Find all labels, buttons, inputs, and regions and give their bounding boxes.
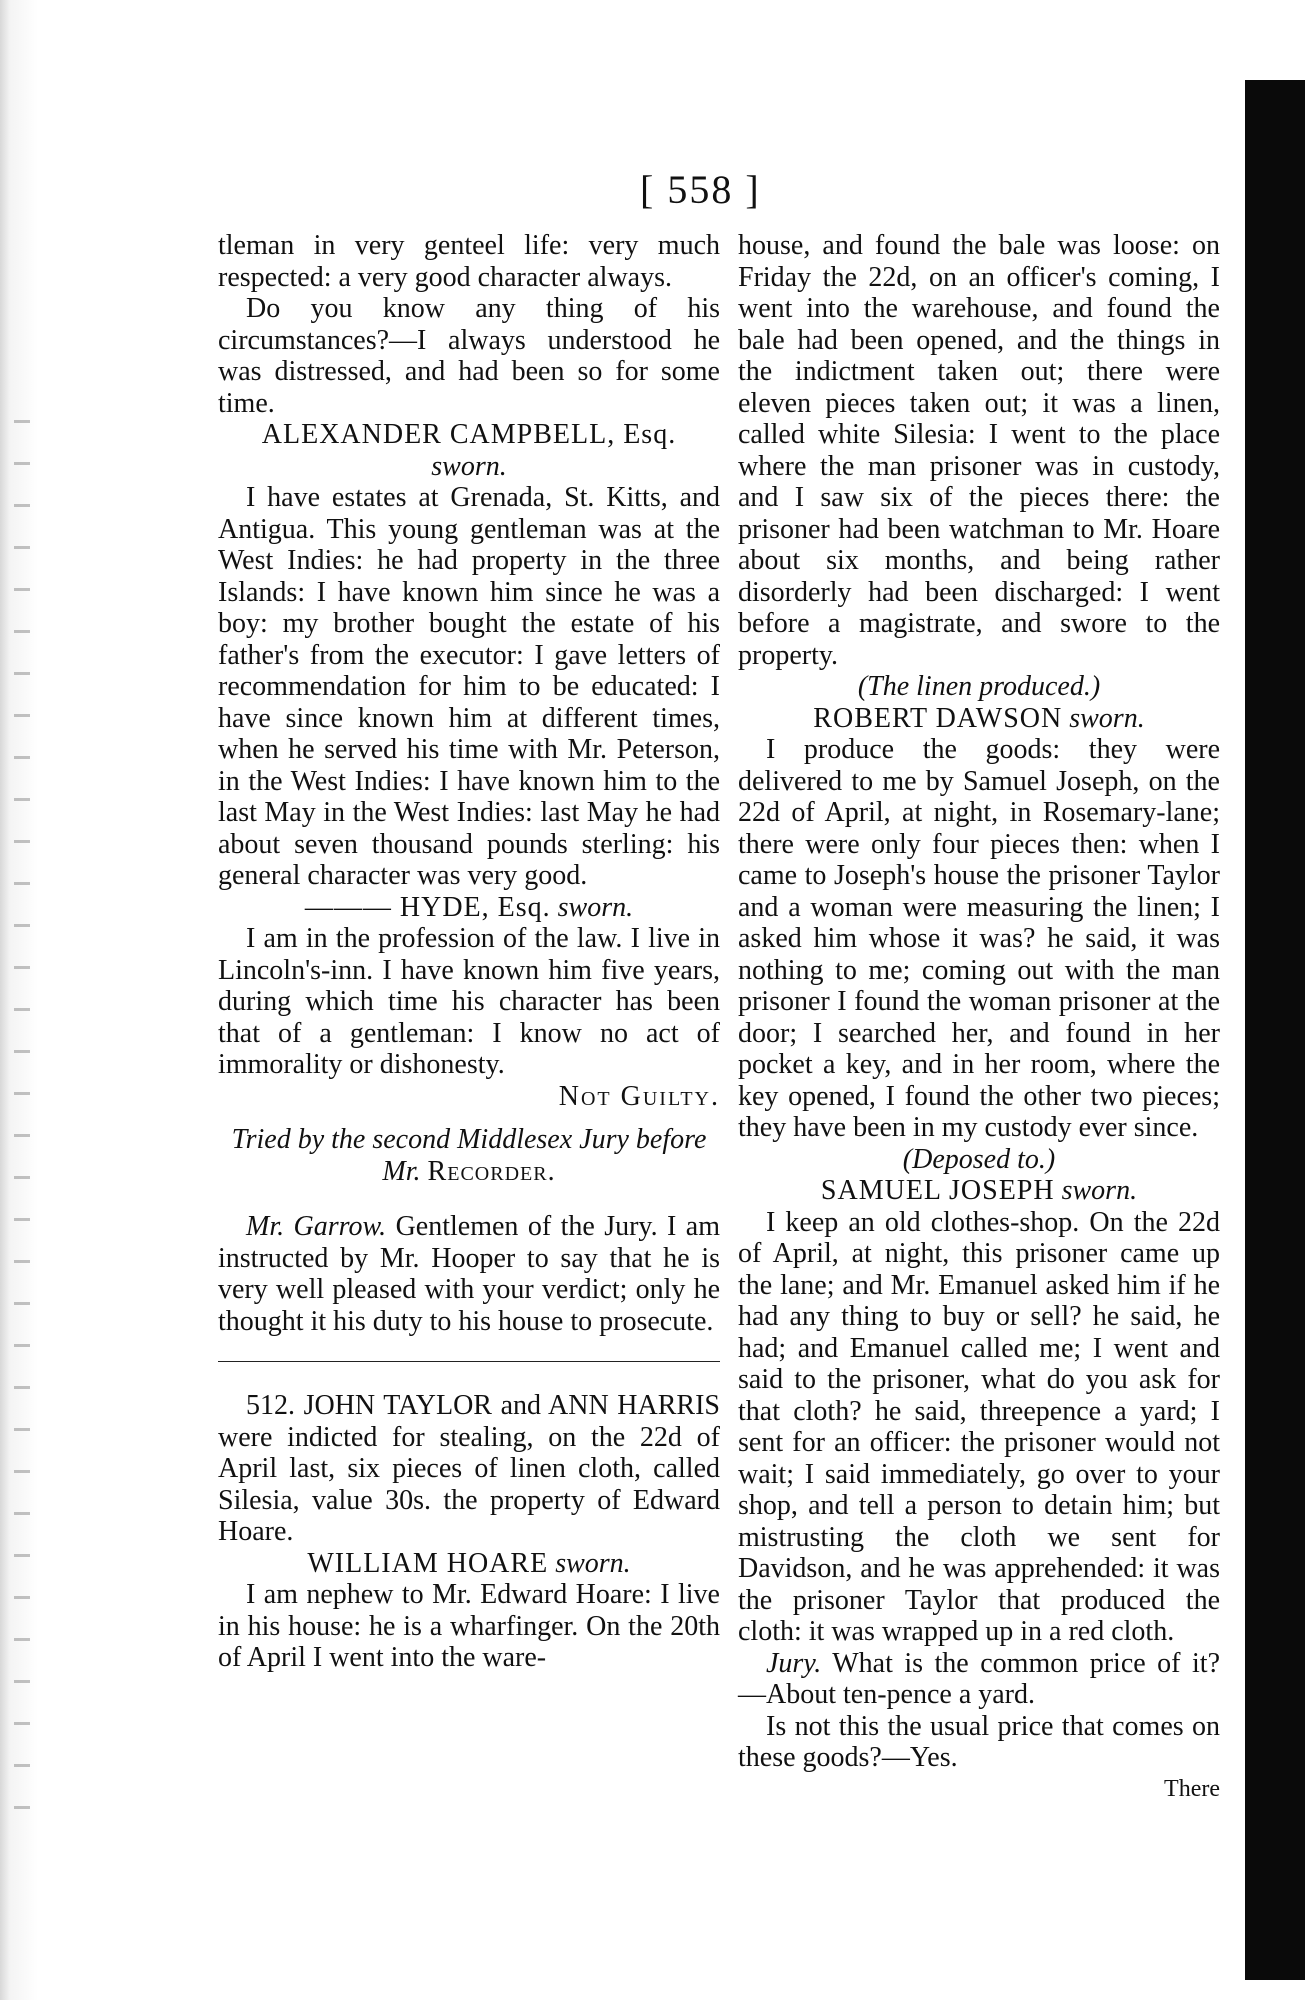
witness-heading-hyde (218, 892, 720, 924)
jury-question (738, 1648, 1220, 1711)
verdict: Not Guilty. (558, 1080, 720, 1112)
jury-speaker: Jury. (766, 1647, 822, 1679)
scan-left-marks (14, 420, 30, 1820)
left-paragraph-2: Do you know any thing of his circumstances?—I always understood he was distressed, and had been so for some time. (218, 293, 720, 419)
right-column (738, 230, 1220, 1805)
note-linen-produced: (The linen produced.) (857, 671, 1101, 702)
left-column (218, 230, 720, 1674)
garrow-text: Gentlemen of the Jury. I am instructed by Mr. Hooper to say that he is very well pleased with your verdict; only he thought it his duty to his house to prosecute. (218, 1211, 721, 1337)
scan-right-shadow-bar (1245, 80, 1305, 1980)
jury-text: What is the common price of it? —About ten-pence a yard. (738, 1647, 1220, 1710)
case-512-indictment (218, 1390, 720, 1548)
dawson-testimony: I produce the goods: they were delivered to me by Samuel Joseph, on the 22d of April, at night, in Rosemary-lane; there were only four pieces then: when I came to Joseph's house the prisoner Taylor and a woman were measuring the linen; I asked him whose it was? he said, it was nothing to me; coming out with the man prisoner I found the woman prisoner at the door; I searched her, and found in her pocket a key, and in her room, where the key opened, I found the other two pieces; they have been in my custody ever since. (738, 734, 1220, 1143)
witness-sworn-dawson: sworn. (1069, 702, 1145, 734)
witness-heading-dawson (738, 703, 1220, 735)
tried-by-recorder: Recorder. (427, 1155, 556, 1187)
note-deposed-to: (Deposed to.) (902, 1143, 1056, 1175)
catchword: There (1164, 1775, 1220, 1802)
hoare-testimony-start: I am nephew to Mr. Edward Hoare: I live in his house: he is a wharfinger. On the 20th of April I went into the ware- (218, 1579, 720, 1673)
witness-sworn-hyde: sworn. (557, 891, 634, 923)
witness-name-dawson: ROBERT DAWSON (813, 702, 1063, 734)
price-question: Is not this the usual price that comes on these goods?—Yes. (738, 1710, 1220, 1773)
tried-by-mr: Mr. (382, 1155, 421, 1187)
witness-sworn-campbell: sworn. (431, 450, 507, 482)
joseph-testimony: I keep an old clothes-shop. On the 22d of April, at night, this prisoner came up the lane; and Mr. Emanuel asked him if he had any thing to buy or sell? he said, he had; and Emanuel called me; I went and said to the prisoner, what do you ask for that cloth? he said, threepence a yard; I sent for an officer: the prisoner would not wait; I said immediately, go over to your shop, and tell a person to detain him; but mistrusting the cloth we sent for Davidson, and he was apprehended: it was the prisoner Taylor that produced the cloth: it was wrapped up in a red cloth. (738, 1206, 1220, 1647)
page-number: [ 558 ] (640, 167, 761, 212)
tried-by-line-1: Tried by the second Middlesex Jury before (231, 1124, 707, 1155)
witness-heading-campbell: ALEXANDER CAMPBELL, Esq. (261, 419, 677, 450)
witness-name-hyde: ——— HYDE, Esq. (304, 891, 551, 923)
witness-sworn-joseph: sworn. (1061, 1175, 1138, 1206)
hoare-testimony-continued: house, and found the bale was loose: on Friday the 22d, on an officer's coming, I went into the warehouse, and found the bale had been opened, and the things in the indictment taken out; there were eleven pieces taken out; it was a linen, called white Silesia: I went to the place where the man prisoner was in custody, and I saw six of the pieces there: the prisoner had been watchman to Mr. Hoare about six months, and being rather disorderly had been discharged: I went before a magistrate, and swore to the property. (738, 230, 1220, 671)
garrow-speaker: Mr. Garrow. (246, 1211, 387, 1242)
witness-name-hoare: WILLIAM HOARE (307, 1547, 549, 1579)
tried-by-line-2 (218, 1156, 720, 1188)
witness-sworn-hoare: sworn. (555, 1547, 631, 1579)
witness-heading-hoare (218, 1548, 720, 1580)
campbell-testimony: I have estates at Grenada, St. Kitts, and Antigua. This young gentleman was at the West Indies: he had property in the three Islands: I have known him since he was a boy: my brother bought the estate of his father's from the executor: I gave letters of recommendation for him to be educated: I have since known him at different times, when he served his time with Mr. Peterson, in the West Indies: I have known him to the last May in the West Indies: last May he had about seven thousand pounds sterling: his general character was very good. (218, 482, 720, 891)
garrow-statement (218, 1211, 720, 1337)
case-number: 512. (246, 1390, 295, 1421)
case-divider (218, 1361, 720, 1362)
hyde-testimony: I am in the profession of the law. I live in Lincoln's-inn. I have known him five years, during which time his character has been that of a gentleman: I know no act of immorality or dishonesty. (218, 923, 720, 1080)
case-text: JOHN TAYLOR and ANN HARRIS were indicted for stealing, on the 22d of April last, six pieces of linen cloth, called Silesia, value 30s. the property of Edward Hoare. (218, 1390, 720, 1547)
tried-by-line (218, 1124, 720, 1187)
left-paragraph-1: tleman in very genteel life: very much respected: a very good character always. (218, 230, 720, 293)
witness-name-joseph: SAMUEL JOSEPH (820, 1175, 1055, 1206)
witness-heading-joseph (738, 1175, 1220, 1207)
